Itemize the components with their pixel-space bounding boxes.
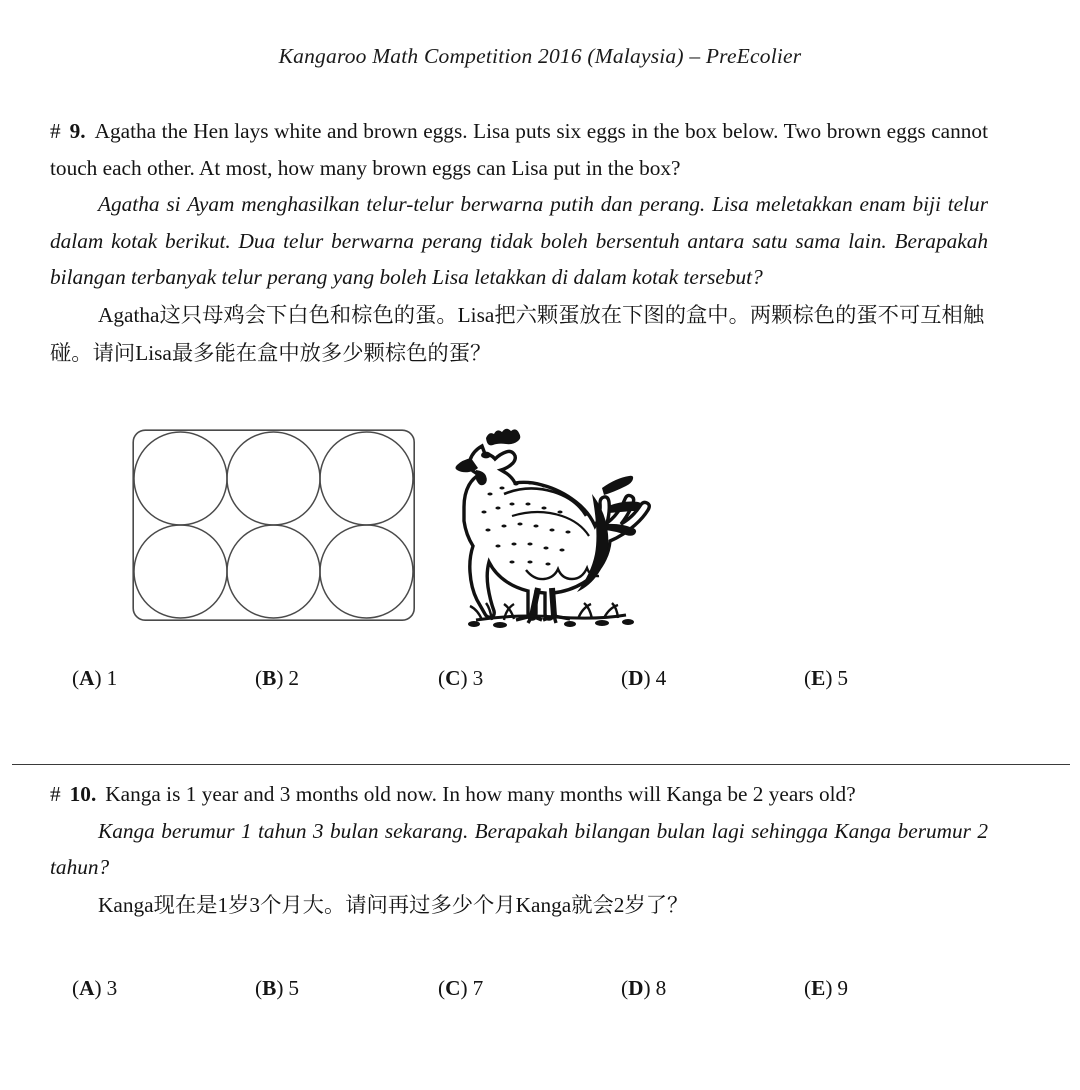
hen-illustration-svg [452,420,664,632]
egg-cell-3 [320,432,413,525]
problem-9-body-english: Agatha the Hen lays white and brown eggs. Lisa puts six eggs in the box below. Two brown eggs cannot touch each other. At most, how many brown eggs can Lisa put in the box? [50,119,988,180]
hash-symbol: # [50,119,61,143]
choice-d-letter: D [628,976,644,1000]
choice-c-value: 3 [472,666,484,690]
page-title: Kangaroo Math Competition 2016 (Malaysia) – PreEcolier [278,44,802,68]
problem-9-text-malay: Agatha si Ayam menghasilkan telur-telur berwarna putih dan perang. Lisa meletakkan enam biji telur dalam kotak berikut. Dua telur berwarna perang tidak boleh bersentuh antara satu sama lain. Berapakah bilangan terbanyak telur perang yang boleh Lisa letakkan di dalam kotak tersebut? [50,192,988,290]
egg-carton-six-cells [132,429,416,628]
problem-10-choices [50,974,988,1004]
choice-b-letter: B [262,666,277,690]
egg-cell-4 [134,525,227,618]
choice-a-letter: A [79,976,95,1000]
hash-symbol: # [50,782,61,806]
choice-a-value: 3 [106,976,118,1000]
choice-c-letter: C [445,666,461,690]
problem-10-text-chinese: Kanga现在是1岁3个月大。请问再过多少个月Kanga就会2岁了？ [98,892,689,917]
problem-9-number [50,119,86,143]
problem-10-text-english [50,776,988,813]
choice-e-letter: E [811,976,826,1000]
choice-e-letter: E [811,666,826,690]
choice-e[interactable]: (E) 9 [804,976,849,1000]
choice-a-letter: A [79,666,95,690]
problem-10-text-malay: Kanga berumur 1 tahun 3 bulan sekarang. Berapakah bilangan bulan lagi sehingga Kanga berumur 2 tahun? [50,818,988,880]
egg-carton-svg [132,429,416,623]
choice-d[interactable]: (D) 8 [621,976,667,1000]
choice-e-value: 5 [837,666,849,690]
problem-10-number [50,782,96,806]
choice-b-value: 2 [288,666,300,690]
choice-b-letter: B [262,976,277,1000]
problem-9 [50,113,988,690]
choice-a[interactable]: (A) 1 [72,666,118,690]
choice-d-letter: D [628,666,644,690]
choice-e-value: 9 [837,976,849,1000]
choice-b[interactable]: (B) 2 [255,666,300,690]
egg-cell-2 [227,432,320,525]
hen-illustration [452,420,664,637]
choice-d[interactable]: (D) 4 [621,666,667,690]
choice-c-letter: C [445,976,461,1000]
choice-a[interactable]: (A) 3 [72,976,118,1000]
choice-d-value: 4 [655,666,667,690]
problem-9-text-chinese: Agatha这只母鸡会下白色和棕色的蛋。Lisa把六颗蛋放在下图的盒中。两颗棕色的蛋不可互相触碰。请问Lisa最多能在盒中放多少颗棕色的蛋？ [50,302,985,365]
egg-cell-5 [227,525,320,618]
problem-9-text-english [50,113,988,186]
problem-number-label: 9. [69,119,86,143]
egg-cell-6 [320,525,413,618]
problem-10 [50,776,988,1000]
choice-c-value: 7 [472,976,484,1000]
problem-9-choices [50,664,988,694]
problem-number-label: 10. [69,782,97,806]
choice-b[interactable]: (B) 5 [255,976,300,1000]
choice-d-value: 8 [655,976,667,1000]
problem-10-body-english: Kanga is 1 year and 3 months old now. In how many months will Kanga be 2 years old? [105,782,856,806]
choice-b-value: 5 [288,976,300,1000]
egg-cell-1 [134,432,227,525]
choice-e[interactable]: (E) 5 [804,666,849,690]
choice-c[interactable]: (C) 3 [438,666,484,690]
section-divider [12,764,1070,765]
choice-a-value: 1 [106,666,118,690]
choice-c[interactable]: (C) 7 [438,976,484,1000]
